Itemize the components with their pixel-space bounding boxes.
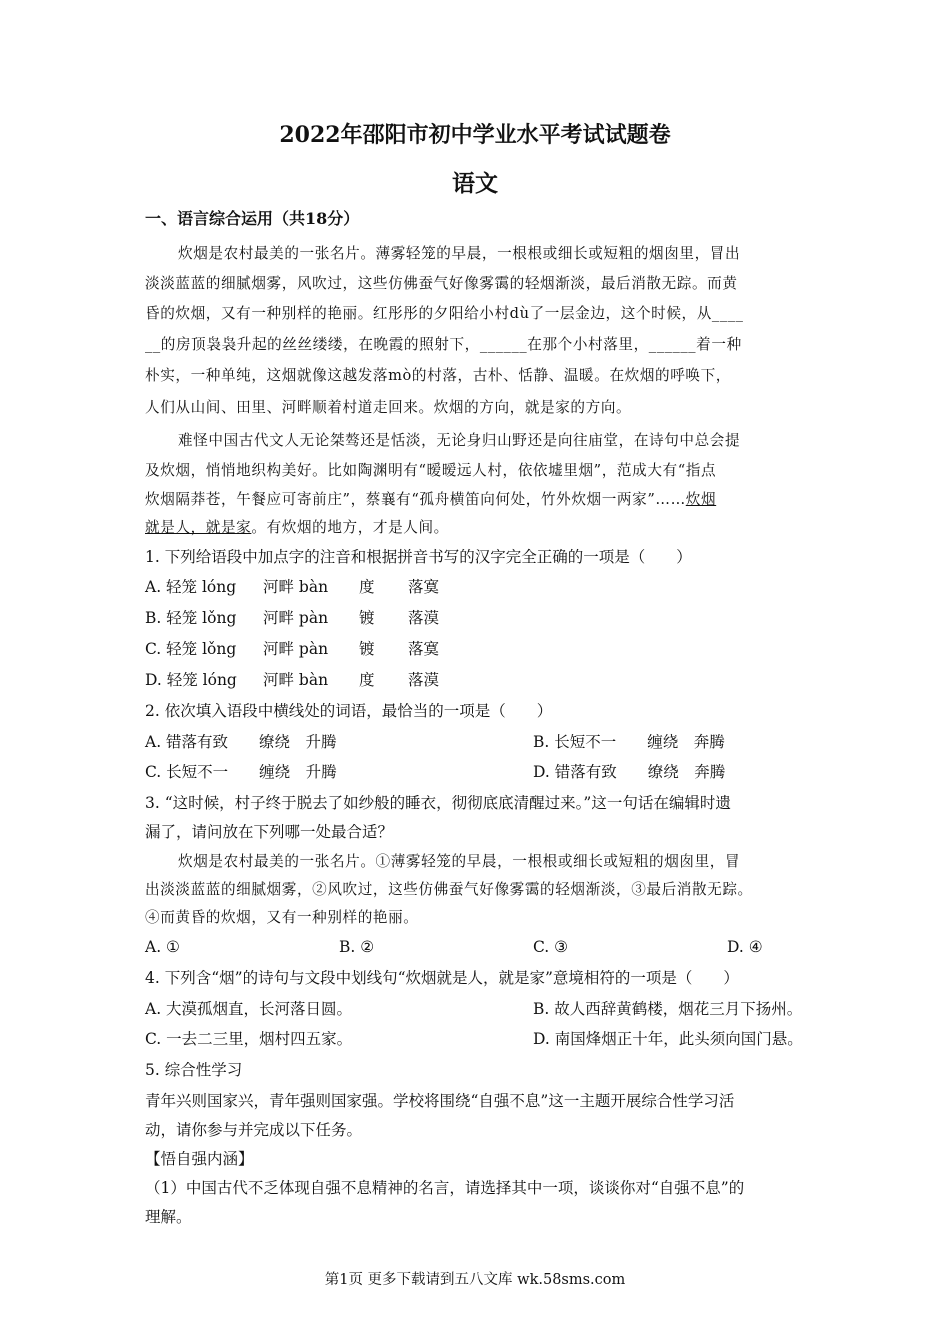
q1-option-a: 度 (359, 578, 375, 596)
q4-option-d: D. 南国烽烟正十年，此头须向国门悬。 (533, 1030, 803, 1048)
q2-option-d: D. 错落有致 缭绕 奔腾 (533, 763, 726, 781)
underlined-text: 就是人，就是家 (145, 519, 252, 536)
passage-line: 人们从山间、田里、河畔顺着村道走回来。炊烟的方向，就是家的方向。 (145, 399, 632, 416)
q4-option-b: B. 故人西辞黄鹤楼，烟花三月下扬州。 (533, 1000, 803, 1018)
question-3-stem: 漏了，请问放在下列哪一处最合适？ (145, 823, 394, 841)
q2-option-c: C. 长短不一 缠绕 升腾 (145, 763, 337, 781)
passage-line: 难怪中国古代文人无论桀骜还是恬淡，无论身归山野还是向往庙堂，在诗句中总会提 (178, 432, 741, 449)
q3-option-d: D. ④ (727, 938, 763, 956)
q4-option-c: C. 一去二三里，烟村四五家。 (145, 1030, 353, 1048)
exam-title: 2022年邵阳市初中学业水平考试试题卷 (279, 122, 671, 148)
q1-option-d: D. 轻笼 lóng (145, 671, 237, 689)
q5-task-1: 理解。 (145, 1208, 192, 1226)
q1-option-d: 度 (359, 671, 375, 689)
passage-text: 炊烟隔莽苍，午餐应可寄前庄”，蔡襄有“孤舟横笛向何处，竹外炊烟一两家”…… (145, 491, 686, 508)
underlined-text: 炊烟 (685, 491, 717, 508)
q5-intro: 青年兴则国家兴，青年强则国家强。学校将围绕“自强不息”这一主题开展综合性学习活 (145, 1092, 735, 1110)
passage-line: 昏的炊烟，又有一种别样的艳丽。红彤彤的夕阳给小村dù了一层金边，这个时候，从____ (145, 305, 744, 322)
q3-passage-line: ④而黄昏的炊烟，又有一种别样的艳丽。 (145, 909, 419, 926)
q1-option-a: A. 轻笼 lóng (145, 578, 237, 596)
page-footer: 第1页 更多下载请到五八文库 wk.58sms.com (324, 1272, 626, 1288)
passage-line (145, 490, 810, 510)
q5-subheading: 【悟自强内涵】 (145, 1150, 254, 1168)
passage-line: 炊烟是农村最美的一张名片。薄雾轻笼的早晨，一根根或细长或短粗的烟囱里，冒出 (178, 245, 741, 262)
question-1-stem: 1. 下列给语段中加点字的注音和根据拼音书写的汉字完全正确的一项是（ ） (145, 548, 692, 566)
q1-option-b: 镀 (359, 609, 375, 627)
q2-option-a: A. 错落有致 缭绕 升腾 (145, 733, 337, 751)
q1-option-d: 河畔 bàn (263, 671, 329, 689)
q5-intro: 动，请你参与并完成以下任务。 (145, 1121, 363, 1139)
q2-option-b: B. 长短不一 缠绕 奔腾 (533, 733, 725, 751)
q1-option-d: 落漠 (408, 671, 440, 689)
passage-line: __的房顶袅袅升起的丝丝缕缕，在晚霞的照射下，______在那个小村落里，______着一种 (145, 336, 742, 353)
passage-text: 。有炊烟的地方，才是人间。 (251, 519, 449, 536)
q1-option-c: 落寞 (408, 640, 440, 658)
question-5-stem: 5. 综合性学习 (145, 1061, 243, 1079)
q1-option-c: C. 轻笼 lǒng (145, 640, 237, 658)
q1-option-a: 河畔 bàn (263, 578, 329, 596)
q1-option-c: 河畔 pàn (263, 640, 329, 658)
q1-option-b: 落漠 (408, 609, 440, 627)
q3-option-b: B. ② (339, 938, 375, 956)
q3-passage-line: 出淡淡蓝蓝的细腻烟雾，②风吹过，这些仿佛蚕气好像雾霭的轻烟渐淡，③最后消散无踪。 (145, 881, 753, 898)
q3-option-a: A. ① (145, 938, 180, 956)
q1-option-c: 镀 (359, 640, 375, 658)
question-4-stem: 4. 下列含“烟”的诗句与文段中划线句“炊烟就是人，就是家”意境相符的一项是（ ） (145, 969, 739, 987)
passage-line: 朴实，一种单纯，这烟就像这越发落mò的村落，古朴、恬静、温暖。在炊烟的呼唤下， (145, 367, 731, 384)
q3-option-c: C. ③ (533, 938, 569, 956)
subject-title: 语文 (452, 170, 498, 197)
passage-line: 及炊烟，悄悄地织构美好。比如陶渊明有“暧暧远人村，依依墟里烟”，范成大有“指点 (145, 462, 717, 479)
q3-passage-line: 炊烟是农村最美的一张名片。①薄雾轻笼的早晨，一根根或细长或短粗的烟囱里，冒 (178, 853, 741, 870)
question-2-stem: 2. 依次填入语段中横线处的词语，最恰当的一项是（ ） (145, 702, 553, 720)
q1-option-b: 河畔 pàn (263, 609, 329, 627)
q1-option-b: B. 轻笼 lǒng (145, 609, 237, 627)
question-3-stem: 3. “这时候，村子终于脱去了如纱般的睡衣，彻彻底底清醒过来。”这一句话在编辑时遗 (145, 794, 731, 812)
q1-option-a: 落寞 (408, 578, 440, 596)
section-heading: 一、语言综合运用（共18分） (145, 209, 360, 228)
q5-task-1: （1）中国古代不乏体现自强不息精神的名言，请选择其中一项，谈谈你对“自强不息”的 (145, 1179, 745, 1197)
passage-line: 淡淡蓝蓝的细腻烟雾，风吹过，这些仿佛蚕气好像雾霭的轻烟渐淡，最后消散无踪。而黄 (145, 275, 738, 292)
q4-option-a: A. 大漠孤烟直，长河落日圆。 (145, 1000, 353, 1018)
passage-line (145, 518, 810, 538)
